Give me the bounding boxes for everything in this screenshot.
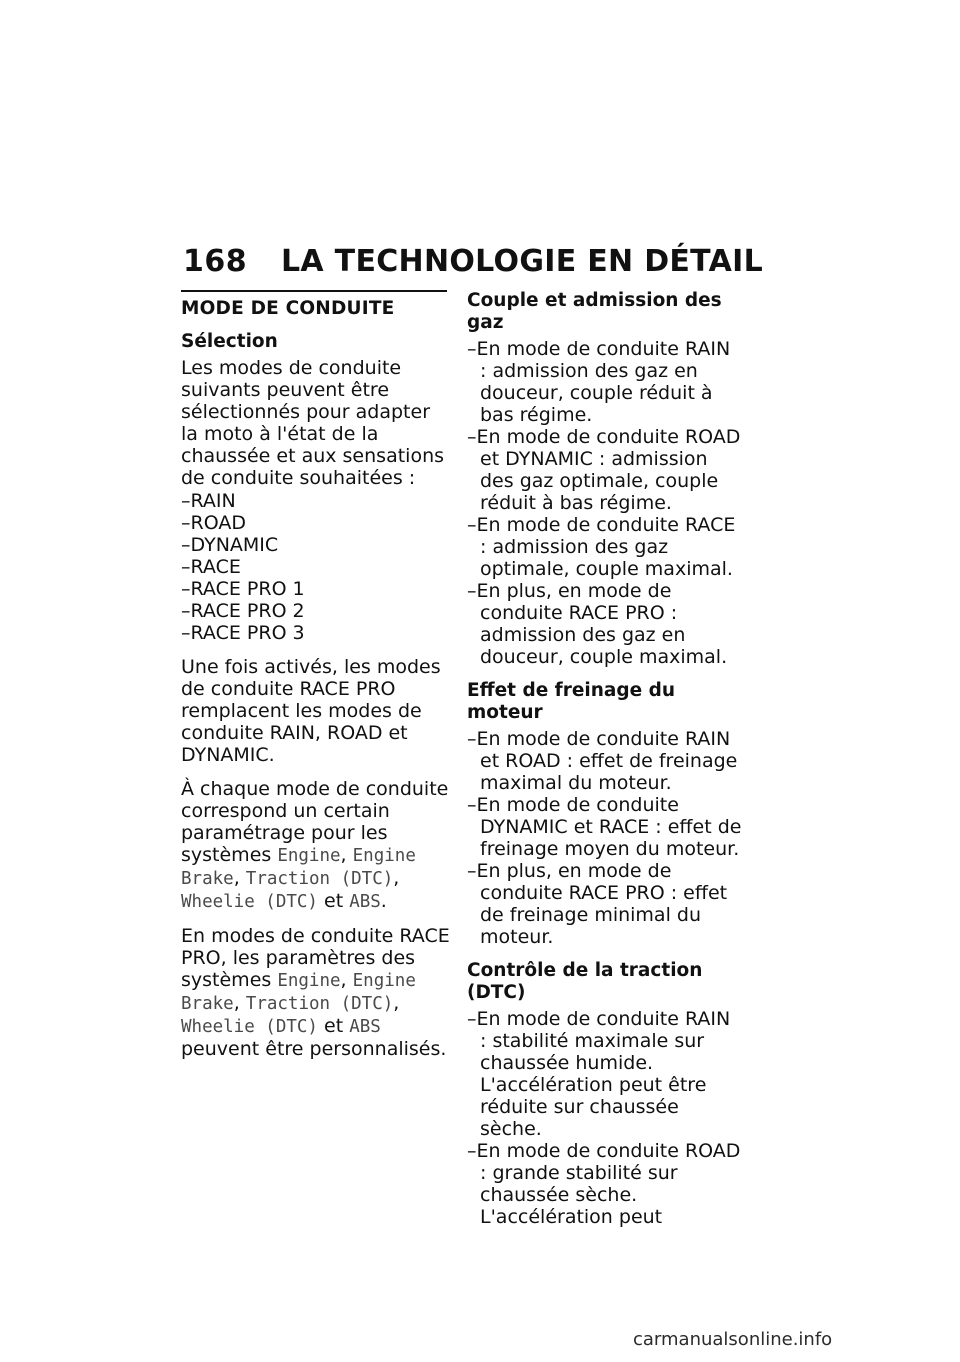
page-title: LA TECHNOLOGIE EN DÉTAIL	[281, 244, 764, 279]
left-column	[181, 290, 451, 1072]
page-number: 168	[183, 244, 248, 279]
paragraph-end: .	[380, 890, 387, 912]
system-name-code: ABS	[349, 892, 381, 912]
system-name-code: Wheelie (DTC)	[181, 1017, 318, 1037]
system-name-code: Engine	[277, 846, 341, 866]
mode-item: –RACE PRO 3	[181, 622, 305, 644]
system-name-code: Traction (DTC)	[245, 869, 394, 889]
section-rule	[181, 290, 447, 292]
separator: ,	[393, 867, 400, 889]
engine-brake-list	[467, 728, 742, 948]
settings-paragraph	[181, 778, 451, 913]
separator: ,	[340, 969, 353, 991]
list-item: –En plus, en mode de conduite RACE PRO : admission des gaz en douceur, couple maximal.	[467, 580, 728, 668]
system-name-code: ABS	[349, 1017, 381, 1037]
watermark: carmanualsonline.info	[633, 1329, 833, 1350]
mode-item: –RAIN	[181, 490, 236, 512]
mode-item: –ROAD	[181, 512, 246, 534]
mode-item: –DYNAMIC	[181, 534, 279, 556]
separator: ,	[393, 992, 400, 1014]
list-item: –En mode de conduite RACE : admission des gaz optimale, couple maximal.	[467, 514, 736, 580]
separator: ,	[233, 992, 246, 1014]
intro-paragraph: Les modes de conduite suivants peuvent être sélectionnés pour adapter la moto à l'état de la chaussée et aux sensations de conduite souhaitées :	[181, 357, 445, 489]
system-name-code: Engine Brake	[181, 846, 416, 889]
section-title: MODE DE CONDUITE	[181, 298, 395, 319]
engine-brake-heading: Effet de freinage du moteur	[467, 680, 676, 723]
paragraph-text: À chaque mode de conduite correspond un certain paramétrage pour les systèmes	[181, 778, 449, 866]
paragraph-end: peuvent être personnalisés.	[181, 1038, 447, 1060]
list-item: –En mode de conduite ROAD : grande stabilité sur chaussée sèche. L'accélération peut	[467, 1140, 741, 1228]
right-column	[467, 290, 742, 1240]
list-item: –En mode de conduite RAIN : admission des gaz en douceur, couple réduit à bas régime.	[467, 338, 731, 426]
list-item: –En mode de conduite RAIN et ROAD : effet de freinage maximal du moteur.	[467, 728, 738, 794]
mode-item: –RACE PRO 2	[181, 600, 305, 622]
separator: ,	[233, 867, 246, 889]
mode-item: –RACE	[181, 556, 241, 578]
system-name-code: Wheelie (DTC)	[181, 892, 318, 912]
traction-list	[467, 1008, 742, 1228]
custom-paragraph	[181, 925, 451, 1060]
list-item: –En mode de conduite RAIN : stabilité maximale sur chaussée humide. L'accélération peut être réduite sur chaussée sèche.	[467, 1008, 731, 1140]
selection-heading: Sélection	[181, 331, 278, 352]
couple-heading: Couple et admission des gaz	[467, 290, 722, 333]
paragraph-text: En modes de conduite RACE PRO, les paramètres des systèmes	[181, 925, 450, 991]
mode-list	[181, 490, 451, 644]
couple-list	[467, 338, 742, 668]
separator: ,	[340, 844, 353, 866]
activation-paragraph: Une fois activés, les modes de conduite RACE PRO remplacent les modes de conduite RAIN, ROAD et DYNAMIC.	[181, 656, 441, 766]
traction-heading: Contrôle de la traction (DTC)	[467, 960, 703, 1003]
system-name-code: Engine	[277, 971, 341, 991]
list-item: –En plus, en mode de conduite RACE PRO : effet de freinage minimal du moteur.	[467, 860, 728, 948]
separator: et	[317, 1015, 350, 1037]
mode-item: –RACE PRO 1	[181, 578, 305, 600]
system-name-code: Traction (DTC)	[245, 994, 394, 1014]
system-name-code: Engine Brake	[181, 971, 416, 1014]
separator: et	[317, 890, 350, 912]
list-item: –En mode de conduite ROAD et DYNAMIC : admission des gaz optimale, couple réduit à bas régime.	[467, 426, 741, 514]
list-item: –En mode de conduite DYNAMIC et RACE : effet de freinage moyen du moteur.	[467, 794, 742, 860]
